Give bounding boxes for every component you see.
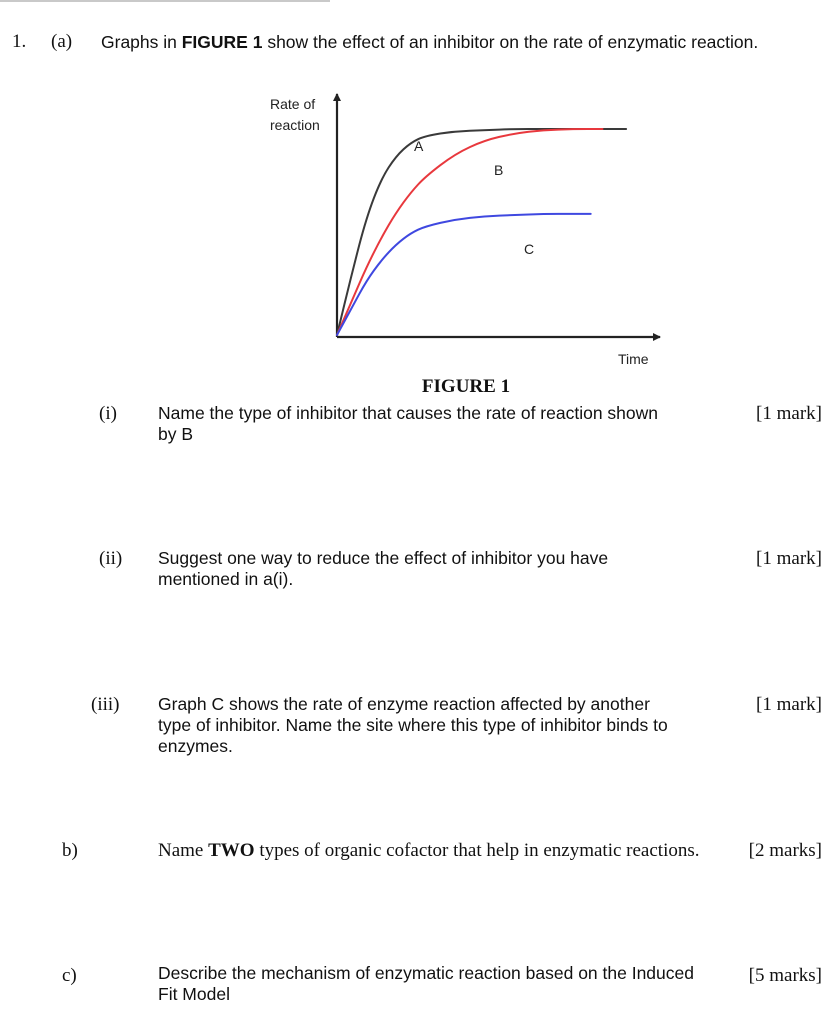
part-a-intro-suffix: show the effect of an inhibitor on the rate of enzymatic reaction.: [262, 32, 759, 52]
x-axis-label: Time: [618, 351, 649, 367]
sub-question-label: (iii): [91, 694, 120, 715]
figure-1-chart: [250, 85, 680, 375]
part-b-label: b): [62, 840, 78, 861]
sub-question-text: Graph C shows the rate of enzyme reaction affected by another type of inhibitor. Name the site where this type of inhibitor binds to enzymes.: [158, 694, 668, 756]
marks-label: [1 mark]: [756, 403, 822, 424]
series-line-c: [337, 214, 591, 335]
marks-label: [1 mark]: [756, 548, 822, 569]
part-a-intro: [101, 32, 758, 53]
part-b-text-prefix: Name: [158, 840, 209, 861]
top-rule: [0, 0, 330, 2]
part-b-text-bold: TWO: [208, 840, 255, 861]
part-c-text: Describe the mechanism of enzymatic reaction based on the Induced Fit Model: [158, 963, 694, 1004]
part-a-label: (a): [51, 31, 73, 52]
series-line-b: [337, 129, 603, 335]
marks-label: [2 marks]: [748, 840, 822, 861]
y-axis-label-line-1: Rate of: [270, 96, 316, 112]
figure-caption: FIGURE 1: [421, 376, 511, 397]
marks-label: [1 mark]: [756, 694, 822, 715]
marks-label: [5 marks]: [748, 965, 822, 986]
series-label-b: B: [494, 162, 504, 178]
sub-question-label: (ii): [99, 548, 123, 569]
series-line-a: [337, 129, 626, 335]
part-a-intro-prefix: Graphs in: [101, 32, 182, 52]
question-number: 1.: [12, 31, 27, 52]
part-c-label: c): [62, 965, 77, 986]
part-b-text-suffix: types of organic cofactor that help in enzymatic reactions.: [254, 840, 700, 861]
y-axis-label-line-2: reaction: [270, 117, 320, 133]
sub-question-label: (i): [99, 403, 117, 424]
series-label-a: A: [414, 138, 424, 154]
series-label-c: C: [524, 241, 535, 257]
sub-question-text: Suggest one way to reduce the effect of inhibitor you have mentioned in a(i).: [158, 548, 609, 589]
part-b-text: [158, 839, 703, 863]
part-a-intro-bold: FIGURE 1: [181, 32, 263, 52]
sub-question-text: Name the type of inhibitor that causes the rate of reaction shown by B: [158, 403, 659, 444]
